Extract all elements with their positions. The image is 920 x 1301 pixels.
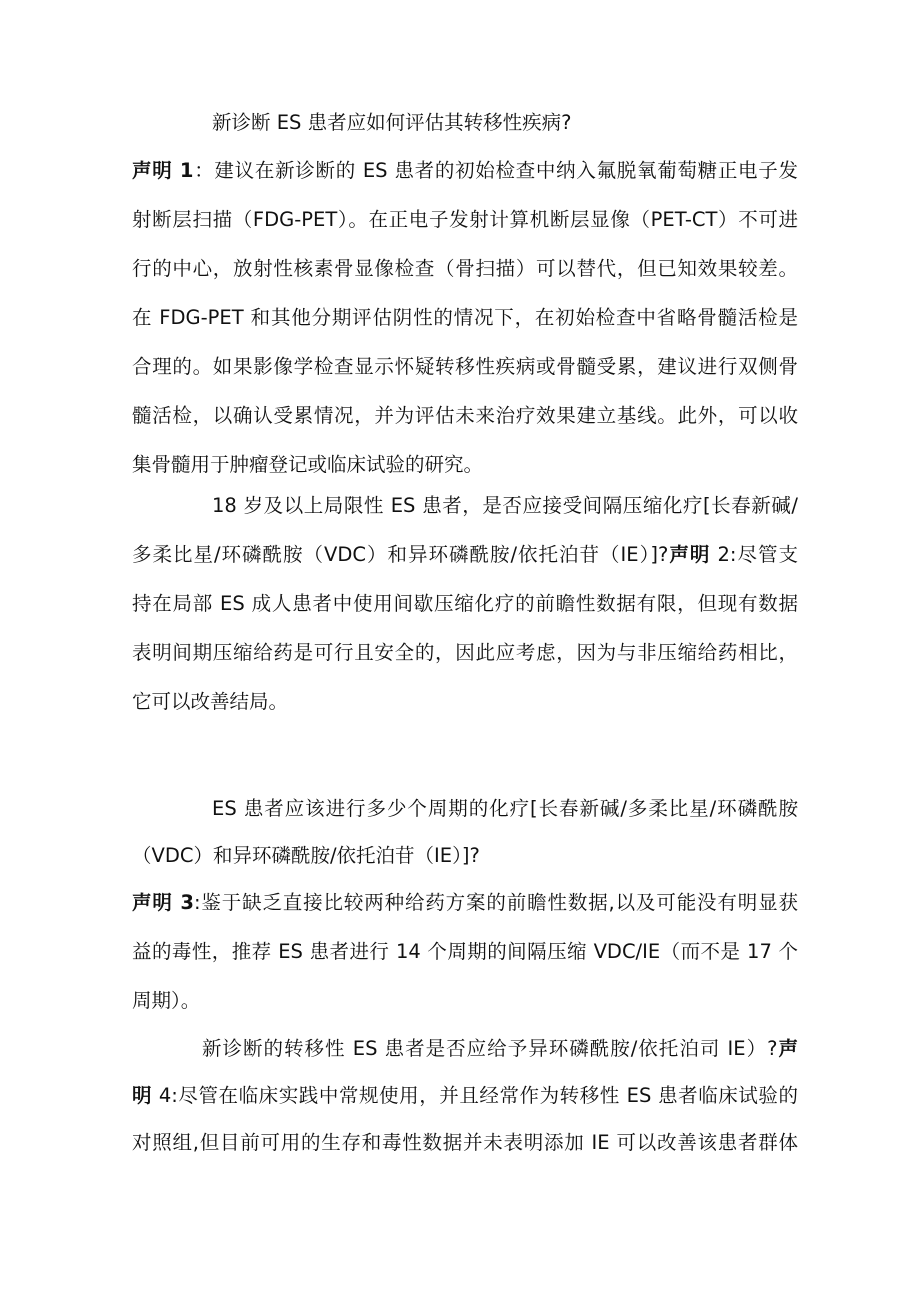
statement-4-text: 4:尽管在临床实践中常规使用，并且经常作为转移性 ES 患者临床试验的 (152, 1084, 798, 1107)
paragraph-line: 射断层扫描（FDG-PET）。在正电子发射计算机断层显像（PET-CT）不可进 (132, 208, 798, 231)
statement-1-text: ：建议在新诊断的 ES 患者的初始检查中纳入氟脱氧葡萄糖正电子发 (193, 159, 798, 182)
statement-2-line-4 (132, 687, 798, 717)
paragraph-line: 集骨髓用于肿瘤登记或临床试验的研究。 (132, 453, 484, 476)
paragraph-line: 持在局部 ES 成人患者中使用间歇压缩化疗的前瞻性数据有限，但现有数据 (132, 592, 798, 615)
question-2-text: 18 岁及以上局限性 ES 患者，是否应接受间隔压缩化疗[长春新碱/ (212, 494, 798, 517)
statement-2-line-2 (132, 589, 798, 619)
statement-1-line-5 (132, 352, 798, 382)
statement-4-label-part-2: 明 (132, 1084, 153, 1107)
statement-4-line-2 (132, 1128, 798, 1158)
question-2-text-end: 多柔比星/环磷酰胺（VDC）和异环磷酰胺/依托泊苷（IE）]? (132, 543, 669, 566)
paragraph-line: 合理的。如果影像学检查显示怀疑转移性疾病或骨髓受累，建议进行双侧骨 (132, 355, 798, 378)
paragraph-line: 髓活检，以确认受累情况，并为评估未来治疗效果建立基线。此外，可以收 (132, 404, 798, 427)
paragraph-line: 对照组,但目前可用的生存和毒性数据并未表明添加 IE 可以改善该患者群体 (132, 1131, 798, 1154)
question-1-text: 新诊断 ES 患者应如何评估其转移性疾病? (212, 111, 572, 134)
statement-3-line-2 (132, 937, 798, 967)
statement-1-line-7 (132, 450, 798, 480)
paragraph-line: 在 FDG-PET 和其他分期评估阴性的情况下，在初始检查中省略骨髓活检是 (132, 306, 798, 329)
statement-1-line-1 (132, 156, 798, 186)
question-2-line-1 (212, 491, 798, 521)
statement-1-label: 声明 1 (132, 159, 194, 182)
statement-1-line-6 (132, 401, 798, 431)
statement-1-line-3 (132, 254, 798, 284)
statement-4-line-1 (132, 1081, 798, 1111)
question-4-text: 新诊断的转移性 ES 患者是否应给予异环磷酰胺/依托泊司 IE）? (202, 1037, 778, 1060)
statement-1-line-2 (132, 205, 798, 235)
question-3-text: ES 患者应该进行多少个周期的化疗[长春新碱/多柔比星/环磷酰胺 (212, 797, 798, 820)
question-3-text-end: （VDC）和异环磷酰胺/依托泊苷（IE）]? (132, 844, 480, 867)
statement-3-text: :鉴于缺乏直接比较两种给药方案的前瞻性数据,以及可能没有明显获 (193, 891, 798, 914)
statement-3-line-3 (132, 986, 798, 1016)
paragraph-line: 益的毒性，推荐 ES 患者进行 14 个周期的间隔压缩 VDC/IE（而不是 17 个 (132, 940, 798, 963)
paragraph-line: 行的中心，放射性核素骨显像检查（骨扫描）可以替代，但已知效果较差。 (132, 257, 798, 280)
question-1 (212, 108, 798, 138)
question-3-line-1 (212, 794, 798, 824)
question-2-line-2 (132, 540, 798, 570)
statement-2-text-start: 2:尽管支 (710, 543, 798, 566)
statement-3-line-1 (132, 888, 798, 918)
statement-1-line-4 (132, 303, 798, 333)
statement-2-line-3 (132, 638, 798, 668)
statement-2-label: 声明 (668, 543, 711, 566)
question-4-line-1 (202, 1034, 798, 1064)
statement-4-label-part-1: 声 (777, 1037, 798, 1060)
paragraph-line: 周期）。 (132, 989, 201, 1012)
paragraph-line: 表明间期压缩给药是可行且安全的，因此应考虑，因为与非压缩给药相比， (132, 641, 798, 664)
paragraph-line: 它可以改善结局。 (132, 690, 289, 713)
question-3-line-2 (132, 841, 798, 871)
statement-3-label: 声明 3 (132, 891, 194, 914)
